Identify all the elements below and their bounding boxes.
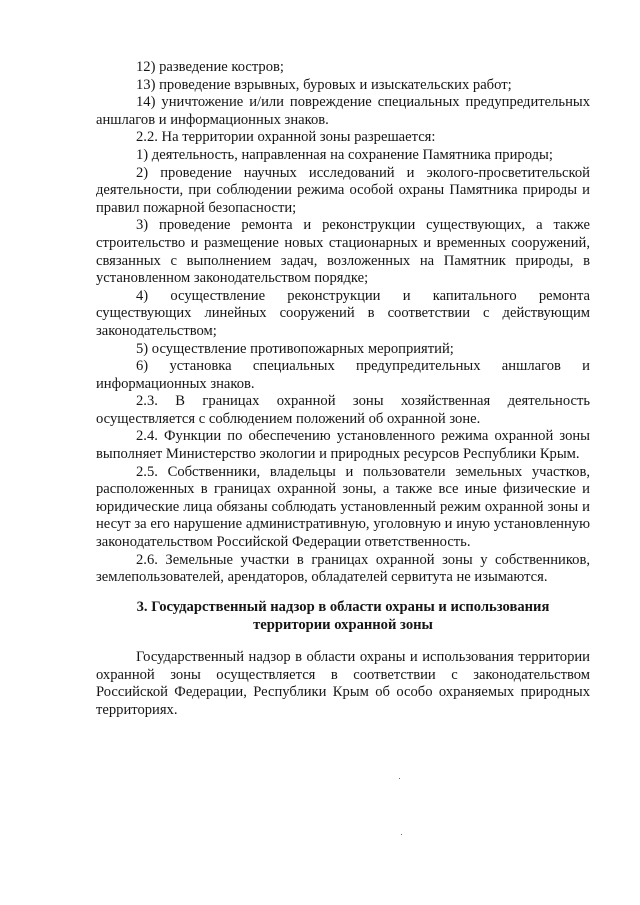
permitted-item-3: 3) проведение ремонта и реконструкции существующих, а также строительство и размещение новых стационарных и временных сооружений, связанных с выполнением задач, возложенных на Памятник природы, в установленном законодательством порядке; <box>96 217 590 287</box>
section-heading <box>96 598 590 634</box>
permitted-item-4: 4) осуществление реконструкции и капитального ремонта существующих линейных сооружений в соответствии с действующим законодательством; <box>96 287 590 339</box>
clause-2-3: 2.3. В границах охранной зоны хозяйственная деятельность осуществляется с соблюдением положений об охранной зоне. <box>96 393 590 427</box>
section-paragraph: Государственный надзор в области охраны и использования территории охранной зоны осуществляется в соответствии с законодательством Российской Федерации, Республики Крым об особо охраняемых природных территориях. <box>96 649 590 718</box>
permitted-item-2: 2) проведение научных исследований и эколого-просветительской деятельности, при соблюдении режима особой охраны Памятника природы и правил пожарной безопасности; <box>96 164 590 216</box>
clause-2-2: 2.2. На территории охранной зоны разрешается: <box>136 129 436 146</box>
section-body <box>96 649 590 719</box>
clause-2-6: 2.6. Земельные участки в границах охранной зоны у собственников, землепользователей, арендаторов, обладателей сервитута не изымаются. <box>96 551 590 586</box>
list-item-14: 14) уничтожение и/или повреждение специальных предупредительных аншлагов и информационных знаков. <box>96 94 590 128</box>
list-item-13: 13) проведение взрывных, буровых и изыскательских работ; <box>136 76 512 93</box>
scan-speck <box>401 834 402 835</box>
document-body <box>96 59 590 587</box>
section-heading-line-2: территории охранной зоны <box>253 617 433 633</box>
section-heading-line-1: 3. Государственный надзор в области охраны и использования <box>136 599 550 615</box>
clause-2-5: 2.5. Собственники, владельцы и пользователи земельных участков, расположенных в границах охранной зоны, а также все иные физические и юридические лица обязаны соблюдать установленный режим охранной зоны и несут за его нарушение административную, уголовную и иную установленную законодательством Российской Федерации ответственность. <box>96 463 590 551</box>
permitted-item-6: 6) установка специальных предупредительных аншлагов и информационных знаков. <box>96 358 590 392</box>
clause-2-4: 2.4. Функции по обеспечению установленного режима охранной зоны выполняет Министерство экологии и природных ресурсов Республики Крым. <box>96 428 590 463</box>
permitted-item-1: 1) деятельность, направленная на сохранение Памятника природы; <box>136 146 553 163</box>
list-item-12: 12) разведение костров; <box>136 59 284 75</box>
scan-speck <box>399 778 400 779</box>
permitted-item-5: 5) осуществление противопожарных мероприятий; <box>136 340 454 357</box>
